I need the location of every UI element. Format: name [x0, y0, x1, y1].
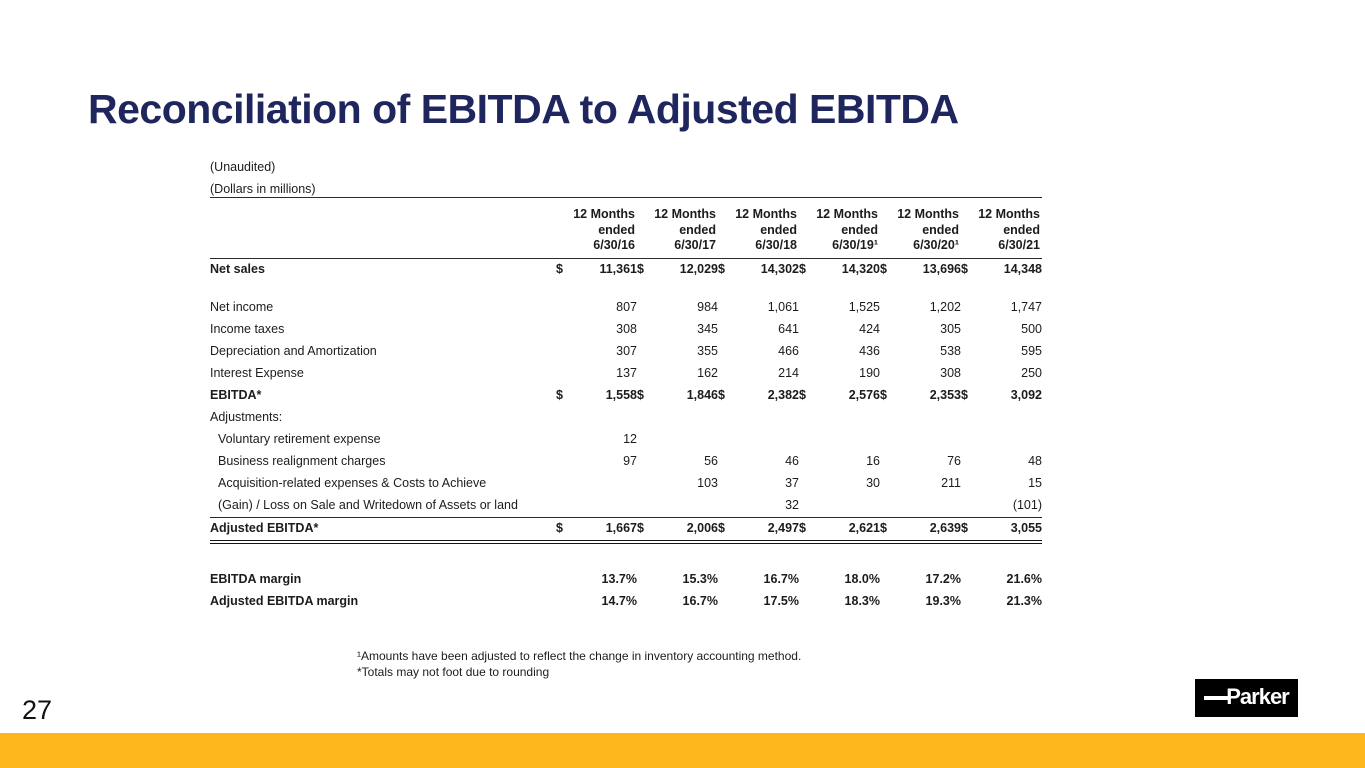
value-cell: 30 — [866, 476, 880, 490]
currency-cell — [637, 297, 652, 319]
value-cell: 14,320 — [841, 262, 880, 276]
currency-cell — [880, 569, 895, 591]
currency-cell — [556, 297, 571, 319]
value-cell — [652, 495, 718, 518]
currency-cell — [718, 297, 733, 319]
table-row — [210, 473, 1042, 495]
currency-cell — [556, 591, 571, 613]
currency-cell — [961, 407, 976, 429]
value-cell: 214 — [778, 366, 799, 380]
currency-cell — [718, 319, 733, 341]
row-label: Adjustments: — [210, 410, 283, 424]
currency-cell — [799, 429, 814, 451]
value-cell: 424 — [859, 322, 880, 336]
value-cell: 15.3% — [682, 572, 718, 586]
table-row — [210, 341, 1042, 363]
row-label: Income taxes — [210, 322, 285, 336]
currency-cell — [799, 363, 814, 385]
value-cell: 37 — [785, 476, 799, 490]
currency-cell: $ — [799, 517, 814, 542]
value-cell: 13,696 — [922, 262, 961, 276]
column-header-line: 6/30/20¹ — [913, 238, 959, 252]
currency-cell — [718, 591, 733, 613]
currency-cell — [880, 429, 895, 451]
currency-cell — [880, 473, 895, 495]
value-cell: 162 — [697, 366, 718, 380]
value-cell: 538 — [940, 344, 961, 358]
table-row — [210, 517, 1042, 542]
currency-cell — [799, 591, 814, 613]
value-cell: 2,497 — [733, 517, 799, 542]
column-header-line: 6/30/16 — [593, 238, 635, 252]
currency-cell — [556, 319, 571, 341]
currency-cell — [637, 319, 652, 341]
currency-cell — [637, 591, 652, 613]
currency-cell: $ — [799, 388, 806, 402]
currency-cell — [637, 429, 652, 451]
value-cell: 15 — [1028, 476, 1042, 490]
value-cell — [733, 429, 799, 451]
currency-cell — [961, 297, 976, 319]
currency-cell — [556, 495, 571, 518]
value-cell: 1,846 — [686, 388, 718, 402]
column-header-line: 12 Months — [573, 207, 635, 221]
currency-cell — [637, 569, 652, 591]
table-row — [210, 429, 1042, 451]
currency-cell — [961, 341, 976, 363]
currency-cell: $ — [556, 517, 571, 542]
currency-cell — [556, 569, 571, 591]
value-cell: 16.7% — [682, 594, 718, 608]
currency-cell — [556, 363, 571, 385]
value-cell: 32 — [785, 498, 799, 512]
table-row — [210, 407, 1042, 429]
column-header-line: 12 Months — [897, 207, 959, 221]
value-cell — [652, 407, 718, 429]
column-header-line: 12 Months — [978, 207, 1040, 221]
currency-cell: $ — [961, 388, 968, 402]
column-header-line: 6/30/18 — [755, 238, 797, 252]
currency-cell — [880, 495, 895, 518]
currency-cell: $ — [718, 388, 725, 402]
column-header-line: ended — [922, 222, 959, 237]
value-cell: 3,092 — [1010, 388, 1042, 402]
value-cell: 641 — [778, 322, 799, 336]
value-cell: 308 — [616, 322, 637, 336]
currency-cell: $ — [961, 262, 968, 276]
value-cell: 2,621 — [814, 517, 880, 542]
header-row — [210, 198, 1042, 259]
row-label: Depreciation and Amortization — [210, 344, 377, 358]
value-cell: 595 — [1021, 344, 1042, 358]
currency-cell: $ — [637, 262, 644, 276]
column-header-line: ended — [1003, 222, 1040, 237]
row-label: Acquisition-related expenses & Costs to Achieve — [218, 476, 487, 490]
row-label: Voluntary retirement expense — [218, 432, 381, 446]
table-row — [210, 385, 1042, 407]
value-cell: 97 — [623, 454, 637, 468]
currency-cell — [880, 451, 895, 473]
value-cell: 11,361 — [599, 262, 637, 276]
table-row — [210, 258, 1042, 281]
column-header-4 — [799, 198, 880, 259]
currency-cell — [799, 569, 814, 591]
value-cell — [571, 473, 637, 495]
row-label: Adjusted EBITDA* — [210, 517, 556, 542]
value-cell — [814, 407, 880, 429]
footnote-rounding: *Totals may not foot due to rounding — [357, 664, 550, 679]
value-cell: 46 — [785, 454, 799, 468]
value-cell: 103 — [697, 476, 718, 490]
value-cell: 1,525 — [848, 300, 880, 314]
row-label: Net income — [210, 300, 274, 314]
table-row — [210, 591, 1042, 613]
currency-cell — [799, 297, 814, 319]
row-label: EBITDA* — [210, 388, 262, 402]
logo-text: Parker — [1226, 684, 1289, 709]
financial-table — [210, 197, 1042, 613]
value-cell: 14.7% — [601, 594, 637, 608]
currency-cell — [718, 407, 733, 429]
value-cell — [895, 407, 961, 429]
value-cell: 76 — [947, 454, 961, 468]
value-cell: 3,055 — [976, 517, 1042, 542]
value-cell: 48 — [1028, 454, 1042, 468]
currency-cell — [556, 473, 571, 495]
value-cell: 17.5% — [763, 594, 799, 608]
value-cell: 1,202 — [929, 300, 961, 314]
value-cell — [571, 407, 637, 429]
value-cell: 2,006 — [652, 517, 718, 542]
column-header-line: ended — [598, 222, 635, 237]
column-header-line: 12 Months — [735, 207, 797, 221]
value-cell — [571, 495, 637, 518]
currency-cell: $ — [637, 517, 652, 542]
currency-cell: $ — [556, 262, 563, 276]
value-cell: 12,029 — [679, 262, 718, 276]
currency-cell: $ — [880, 262, 887, 276]
currency-cell — [961, 319, 976, 341]
currency-cell: $ — [718, 262, 725, 276]
logo-dash-icon — [1204, 696, 1228, 701]
footer-accent-bar — [0, 733, 1365, 768]
currency-cell — [961, 451, 976, 473]
value-cell: 190 — [859, 366, 880, 380]
value-cell: 137 — [616, 366, 637, 380]
value-cell: 13.7% — [601, 572, 637, 586]
value-cell — [976, 429, 1042, 451]
currency-cell — [637, 341, 652, 363]
value-cell: 14,348 — [1003, 262, 1042, 276]
footnote-inventory-method: ¹Amounts have been adjusted to reflect the change in inventory accounting method. — [357, 649, 802, 663]
currency-cell — [718, 569, 733, 591]
spacer-row — [210, 281, 1042, 297]
header-label-cell — [210, 198, 556, 259]
unaudited-note: (Unaudited) — [210, 160, 276, 174]
table-body — [210, 258, 1042, 613]
currency-cell — [799, 473, 814, 495]
dollars-note: (Dollars in millions) — [210, 182, 316, 196]
row-label: Net sales — [210, 262, 265, 276]
currency-cell — [880, 341, 895, 363]
currency-cell — [880, 297, 895, 319]
currency-cell — [961, 473, 976, 495]
table-row — [210, 297, 1042, 319]
column-header-line: ended — [841, 222, 878, 237]
value-cell: 21.3% — [1006, 594, 1042, 608]
currency-cell — [718, 429, 733, 451]
currency-cell: $ — [880, 388, 887, 402]
table-row — [210, 569, 1042, 591]
currency-cell — [718, 451, 733, 473]
currency-cell — [961, 591, 976, 613]
page-title: Reconciliation of EBITDA to Adjusted EBITDA — [88, 86, 959, 132]
currency-cell — [637, 363, 652, 385]
value-cell: 466 — [778, 344, 799, 358]
table-row — [210, 451, 1042, 473]
value-cell: 14,302 — [760, 262, 799, 276]
row-label: EBITDA margin — [210, 572, 302, 586]
column-header-1 — [556, 198, 637, 259]
currency-cell — [637, 407, 652, 429]
value-cell: (101) — [1012, 498, 1042, 512]
value-cell: 1,558 — [605, 388, 637, 402]
currency-cell — [556, 341, 571, 363]
currency-cell — [556, 429, 571, 451]
currency-cell: $ — [799, 262, 806, 276]
currency-cell — [718, 363, 733, 385]
value-cell: 250 — [1021, 366, 1042, 380]
row-label: Interest Expense — [210, 366, 304, 380]
value-cell — [976, 407, 1042, 429]
column-header-line: ended — [760, 222, 797, 237]
currency-cell — [637, 451, 652, 473]
spacer-cell — [210, 542, 1042, 569]
table-area — [210, 160, 1042, 613]
currency-cell — [880, 591, 895, 613]
value-cell: 305 — [940, 322, 961, 336]
currency-cell: $ — [961, 517, 976, 542]
value-cell: 807 — [616, 300, 637, 314]
currency-cell — [961, 363, 976, 385]
value-cell — [652, 429, 718, 451]
value-cell: 2,353 — [929, 388, 961, 402]
currency-cell — [799, 341, 814, 363]
value-cell: 19.3% — [925, 594, 961, 608]
currency-cell — [961, 495, 976, 518]
value-cell: 436 — [859, 344, 880, 358]
value-cell: 345 — [697, 322, 718, 336]
spacer-cell — [210, 281, 1042, 297]
value-cell: 16 — [866, 454, 880, 468]
column-header-line: 6/30/17 — [674, 238, 716, 252]
currency-cell — [718, 341, 733, 363]
value-cell: 17.2% — [925, 572, 961, 586]
currency-cell — [556, 407, 571, 429]
currency-cell — [799, 495, 814, 518]
value-cell — [895, 495, 961, 518]
currency-cell — [880, 363, 895, 385]
column-header-line: 12 Months — [816, 207, 878, 221]
value-cell: 56 — [704, 454, 718, 468]
value-cell — [814, 429, 880, 451]
currency-cell: $ — [556, 388, 563, 402]
currency-cell — [880, 319, 895, 341]
currency-cell — [799, 319, 814, 341]
page-number: 27 — [22, 695, 53, 725]
value-cell — [733, 407, 799, 429]
value-cell: 211 — [941, 476, 961, 490]
table-header — [210, 198, 1042, 259]
value-cell: 2,639 — [895, 517, 961, 542]
value-cell: 16.7% — [763, 572, 799, 586]
currency-cell — [718, 495, 733, 518]
value-cell: 307 — [616, 344, 637, 358]
currency-cell — [961, 569, 976, 591]
value-cell: 18.0% — [844, 572, 880, 586]
footnotes — [357, 649, 801, 680]
value-cell: 308 — [940, 366, 961, 380]
value-cell — [895, 429, 961, 451]
column-header-6 — [961, 198, 1042, 259]
value-cell: 2,382 — [767, 388, 799, 402]
row-label: Adjusted EBITDA margin — [210, 594, 359, 608]
value-cell: 2,576 — [848, 388, 880, 402]
spacer-row — [210, 542, 1042, 569]
column-header-2 — [637, 198, 718, 259]
value-cell: 1,747 — [1010, 300, 1042, 314]
currency-cell — [637, 473, 652, 495]
currency-cell — [799, 407, 814, 429]
currency-cell — [718, 473, 733, 495]
currency-cell — [880, 407, 895, 429]
currency-cell — [556, 451, 571, 473]
currency-cell — [799, 451, 814, 473]
table-row — [210, 495, 1042, 518]
parker-logo — [1195, 679, 1298, 717]
currency-cell: $ — [718, 517, 733, 542]
table-row — [210, 319, 1042, 341]
table-row — [210, 363, 1042, 385]
currency-cell — [961, 429, 976, 451]
currency-cell: $ — [637, 388, 644, 402]
row-label: Business realignment charges — [218, 454, 386, 468]
value-cell — [814, 495, 880, 518]
value-cell: 355 — [697, 344, 718, 358]
currency-cell: $ — [880, 517, 895, 542]
value-cell: 1,667 — [571, 517, 637, 542]
column-header-3 — [718, 198, 799, 259]
value-cell: 21.6% — [1006, 572, 1042, 586]
column-header-5 — [880, 198, 961, 259]
row-label: (Gain) / Loss on Sale and Writedown of Assets or land — [218, 498, 518, 512]
value-cell: 18.3% — [844, 594, 880, 608]
currency-cell — [637, 495, 652, 518]
value-cell: 500 — [1021, 322, 1042, 336]
column-header-line: 6/30/19¹ — [832, 238, 878, 252]
column-header-line: 6/30/21 — [998, 238, 1040, 252]
value-cell: 12 — [623, 432, 637, 446]
column-header-line: 12 Months — [654, 207, 716, 221]
column-header-line: ended — [679, 222, 716, 237]
value-cell: 984 — [697, 300, 718, 314]
value-cell: 1,061 — [767, 300, 799, 314]
